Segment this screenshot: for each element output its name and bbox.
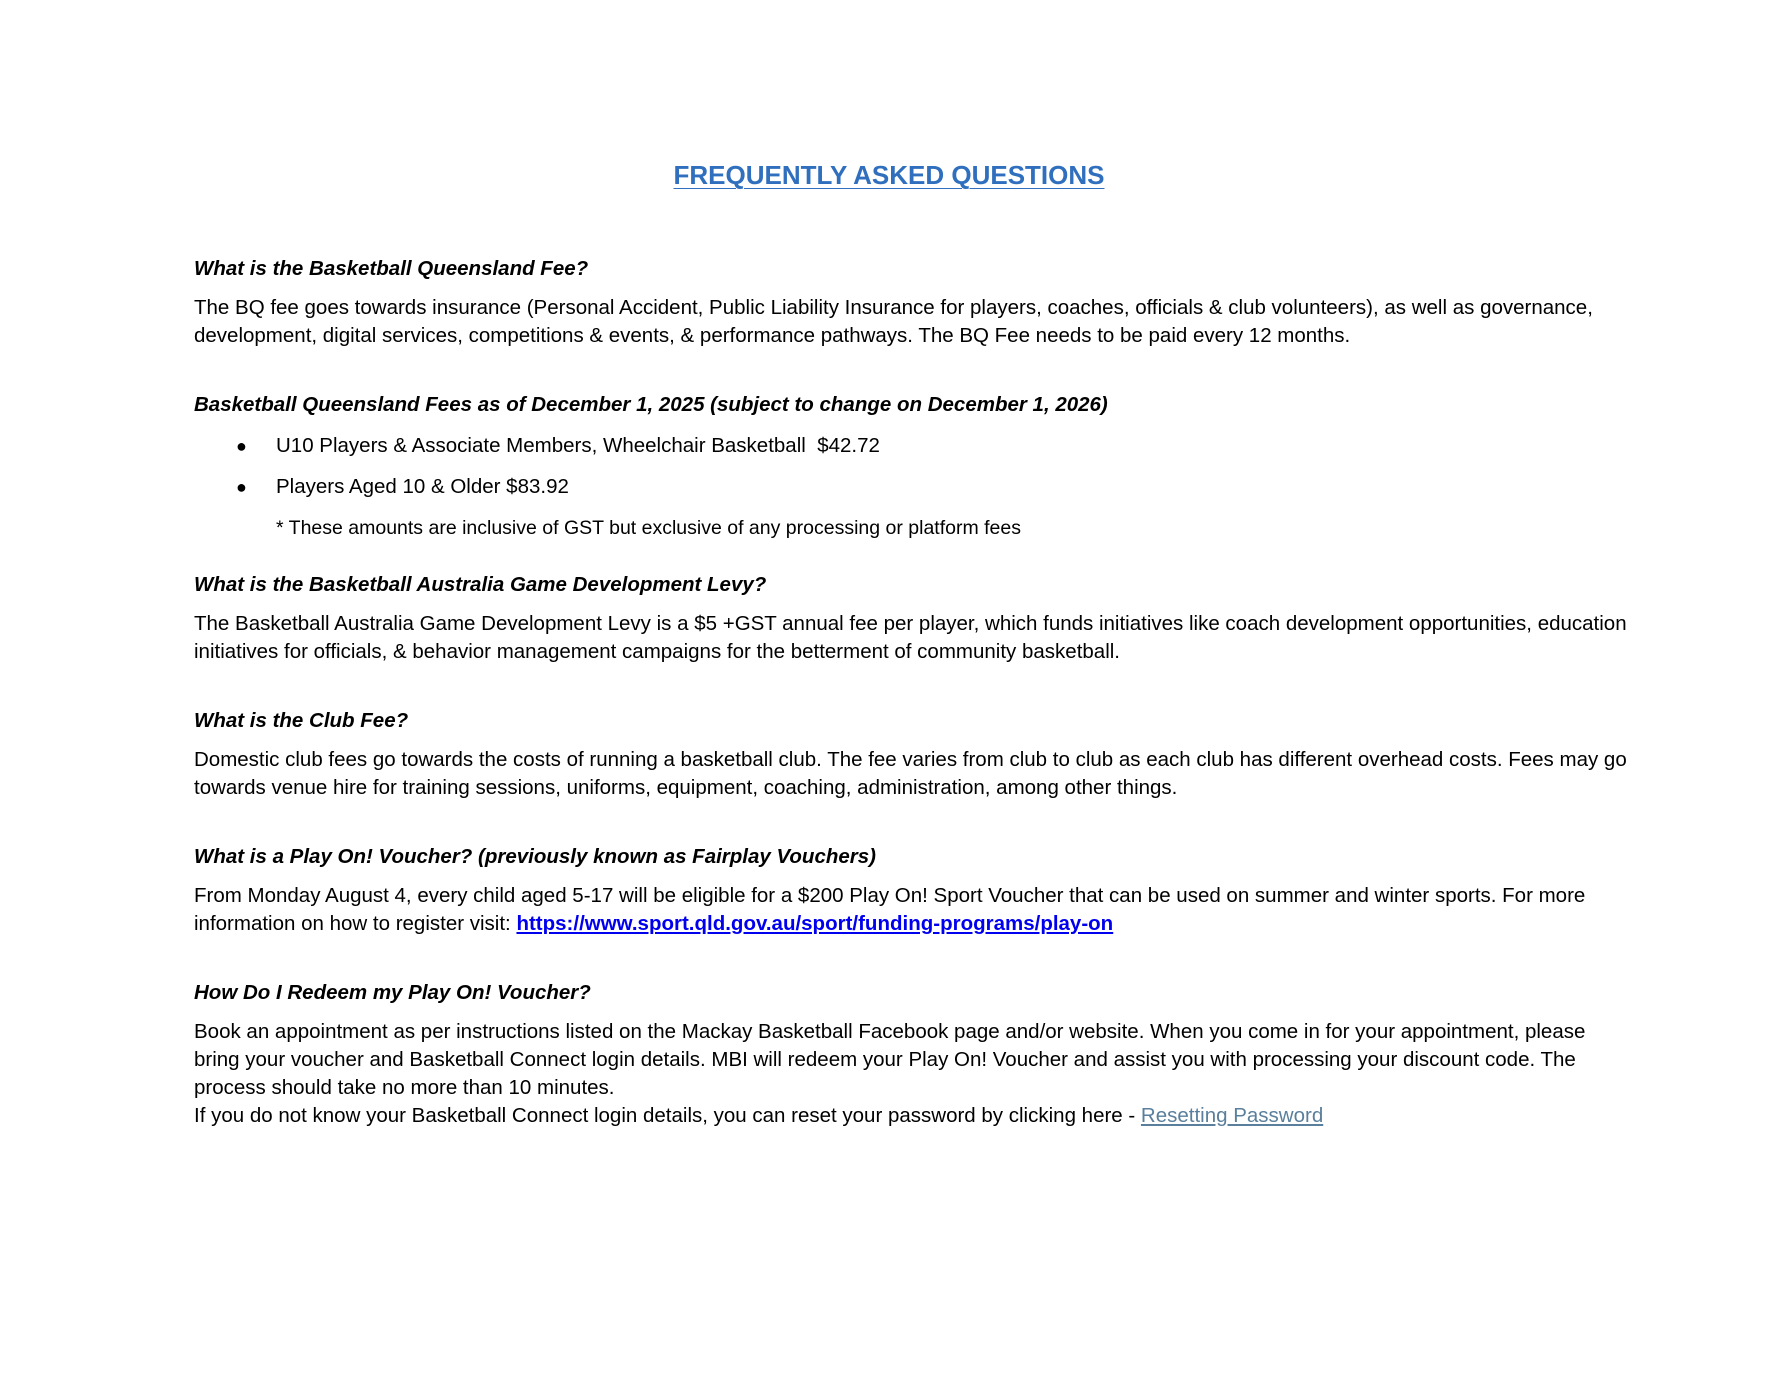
- faq-answer: Book an appointment as per instructions listed on the Mackay Basketball Facebook page and/or website. When you come in for your appointment, please bring your voucher and Basketball Connect login details. MBI will redeem your Play On! Voucher and assist you with processing your discount code. The process should take no more than 10 minutes.: [194, 1020, 1586, 1099]
- faq-section-play-on: [194, 843, 1634, 938]
- list-item: [194, 432, 1634, 460]
- faq-question: What is the Basketball Australia Game Development Levy?: [194, 573, 767, 596]
- list-item-text: U10 Players & Associate Members, Wheelchair Basketball $42.72: [276, 434, 880, 457]
- faq-answer-reset: [194, 1102, 1634, 1130]
- faq-section-bq-fees-list: [194, 391, 1634, 542]
- faq-section-bq-fee: [194, 255, 1634, 350]
- resetting-password-link[interactable]: Resetting Password: [1140, 1104, 1324, 1127]
- faq-content: [194, 255, 1634, 1130]
- faq-answer-text: From Monday August 4, every child aged 5-17 will be eligible for a $200 Play On! Sport Voucher that can be used on summer and winter sports. For more information on how to register visit:: [194, 884, 1586, 935]
- faq-question: How Do I Redeem my Play On! Voucher?: [194, 981, 591, 1004]
- fee-note: * These amounts are inclusive of GST but exclusive of any processing or platform fees: [276, 517, 1021, 539]
- faq-question: What is the Club Fee?: [194, 709, 409, 732]
- list-item: [194, 473, 1634, 501]
- faq-answer-text: If you do not know your Basketball Connect login details, you can reset your password by clicking here -: [194, 1104, 1141, 1127]
- faq-answer: Domestic club fees go towards the costs of running a basketball club. The fee varies from club to club as each club has different overhead costs. Fees may go towards venue hire for training sessions, uniforms, equipment, coaching, administration, among other things.: [194, 748, 1627, 799]
- faq-section-redeem: [194, 979, 1634, 1130]
- play-on-link[interactable]: https://www.sport.qld.gov.au/sport/funding-programs/play-on: [516, 912, 1114, 935]
- faq-question: What is the Basketball Queensland Fee?: [194, 257, 589, 280]
- faq-question: Basketball Queensland Fees as of December 1, 2025 (subject to change on December 1, 2026): [194, 393, 1108, 416]
- fee-list: [194, 432, 1634, 501]
- faq-section-club-fee: [194, 707, 1634, 802]
- faq-section-levy: [194, 571, 1634, 666]
- list-item-text: Players Aged 10 & Older $83.92: [276, 475, 569, 498]
- faq-question: What is a Play On! Voucher? (previously known as Fairplay Vouchers): [194, 845, 876, 868]
- faq-answer: The BQ fee goes towards insurance (Personal Accident, Public Liability Insurance for players, coaches, officials & club volunteers), as well as governance, development, digital services, competitions & events, & performance pathways. The BQ Fee needs to be paid every 12 months.: [194, 296, 1593, 347]
- page-title: FREQUENTLY ASKED QUESTIONS: [673, 160, 1105, 190]
- faq-answer: The Basketball Australia Game Development Levy is a $5 +GST annual fee per player, which funds initiatives like coach development opportunities, education initiatives for officials, & behavior management campaigns for the betterment of community basketball.: [194, 612, 1627, 663]
- bullet-icon: ●: [236, 436, 247, 456]
- bullet-icon: ●: [236, 477, 247, 497]
- faq-answer: [194, 882, 1634, 938]
